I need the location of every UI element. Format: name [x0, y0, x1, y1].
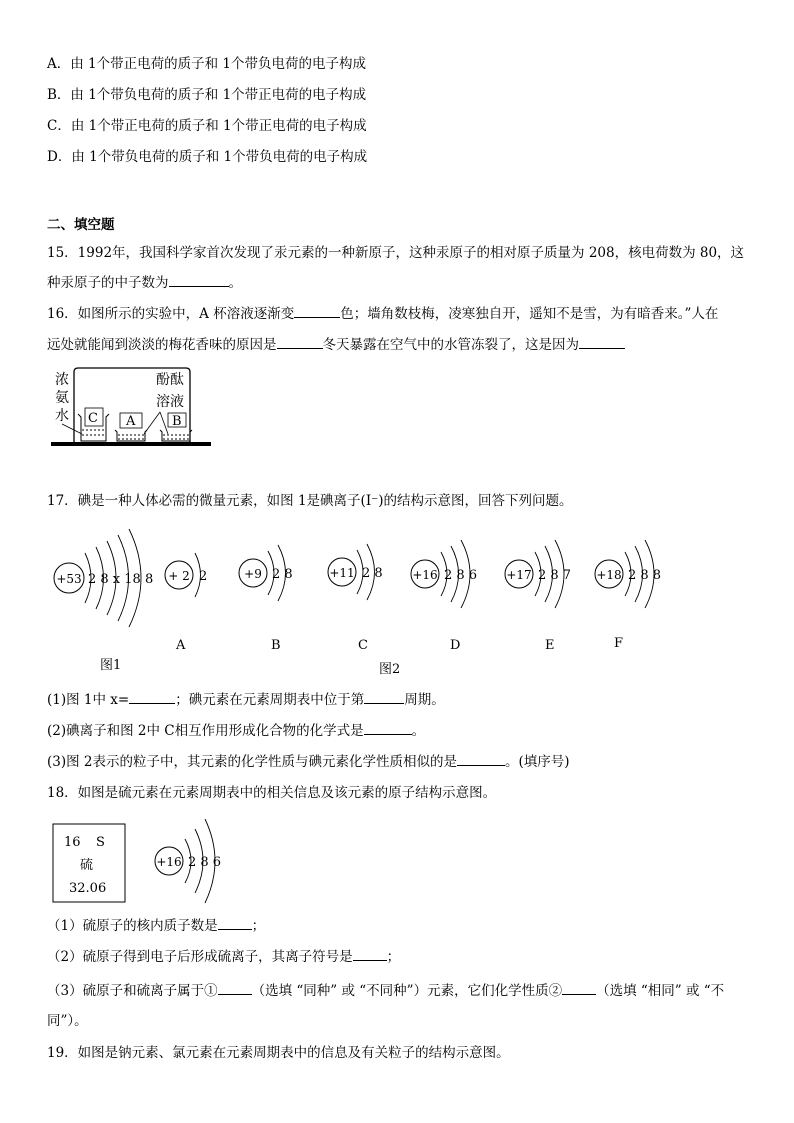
q16-line2 [47, 334, 625, 355]
q15-answer-blank[interactable] [169, 272, 229, 287]
particle-e-shells: 2 8 7 [538, 568, 572, 583]
q18-p1-text1: （1）硫原子的核内质子数是 [47, 918, 218, 934]
q16-text4: 冬天暴露在空气中的水管冻裂了，这是因为 [322, 337, 579, 353]
q17-blank-similar[interactable] [457, 751, 505, 766]
iodine-ion-diagram [54, 529, 153, 627]
q17-p2-text2: 。 [411, 723, 426, 739]
q18-p3-text3: （选填 “相同” 或 “不 [596, 983, 725, 999]
iodine-nucleus: +53 [56, 572, 82, 586]
q16-experiment-figure [48, 368, 218, 448]
cell-symbol: S [96, 835, 105, 850]
particle-a-diagram [165, 553, 207, 653]
q17-blank-period[interactable] [364, 689, 404, 704]
q18-sulfur-figure [50, 812, 230, 907]
sulfur-atom-diagram [155, 819, 221, 903]
particle-a-label: A [176, 638, 186, 653]
q17-structure-figures [0, 525, 794, 685]
q16-line1 [47, 303, 718, 324]
particle-e-nucleus: +17 [506, 568, 532, 582]
pointer-ammonia [62, 424, 82, 434]
particle-b-label: B [271, 638, 281, 653]
q16-blank-reason2[interactable] [579, 334, 625, 349]
q16-blank-reason1[interactable] [277, 334, 323, 349]
q18-p3-text2: （选填 “同种” 或 “不同种”）元素，它们化学性质② [251, 983, 563, 999]
sulfur-nucleus: +16 [156, 855, 182, 869]
label-phenolphthalein-2: 溶液 [156, 394, 184, 410]
beaker-b-label: B [172, 414, 182, 429]
particle-c-nucleus: +11 [329, 566, 355, 580]
q18-p1-text2: ； [251, 918, 266, 934]
q17-part3 [47, 751, 570, 772]
iodine-shells: 2 8 x 18 8 [88, 572, 154, 587]
particle-e-label: E [545, 638, 555, 653]
option-b: B．由 1个带负电荷的质子和 1个带正电荷的电子构成 [47, 87, 367, 103]
particle-b-nucleus: +9 [244, 567, 262, 581]
q16-text1: 16．如图所示的实验中，A 杯溶液逐渐变 [47, 306, 295, 322]
particle-f-shells: 2 8 8 [628, 568, 662, 583]
fig1-caption: 图1 [100, 658, 122, 673]
label-conc-ammonia-2: 氨 [55, 390, 69, 406]
q18-blank-protons[interactable] [218, 915, 252, 930]
q19-intro: 19．如图是钠元素、氯元素在元素周期表中的信息及有关粒子的结构示意图。 [47, 1045, 510, 1061]
cell-atomic-number: 16 [64, 835, 81, 850]
q15-end: 。 [228, 275, 242, 291]
q16-text3: 远处就能闻到淡淡的梅花香味的原因是 [47, 337, 277, 353]
option-a: A．由 1个带正电荷的质子和 1个带负电荷的电子构成 [47, 56, 367, 72]
particle-d-nucleus: +16 [412, 568, 438, 582]
beaker-a-label: A [126, 414, 136, 429]
particle-d-diagram [411, 540, 477, 653]
q18-part3-cont: 同”）。 [47, 1013, 88, 1029]
particle-d-shells: 2 8 6 [444, 568, 478, 583]
q18-blank-ion-symbol[interactable] [353, 946, 387, 961]
particle-b-diagram [239, 545, 293, 653]
section-title: 二、填空题 [47, 217, 115, 233]
q18-part1 [47, 915, 265, 936]
q15-line1: 15．1992年，我国科学家首次发现了汞元素的一种新原子，这种汞原子的相对原子质量为 208，核电荷数为 80，这 [47, 245, 745, 261]
sulfur-shells: 2 8 6 [188, 855, 222, 870]
q15-text: 种汞原子的中子数为 [47, 275, 169, 291]
pointer-phenolphthalein-a [144, 412, 160, 434]
label-phenolphthalein-1: 酚酞 [156, 372, 184, 388]
q17-blank-formula[interactable] [364, 720, 412, 735]
q18-p3-text1: （3）硫原子和硫离子属于① [47, 983, 218, 999]
q17-part1 [47, 689, 445, 710]
q17-p1-text1: (1)图 1中 x= [47, 692, 130, 708]
particle-c-diagram [328, 544, 383, 653]
cell-mass: 32.06 [69, 881, 107, 896]
q17-blank-x[interactable] [129, 689, 175, 704]
q18-blank-property[interactable] [562, 980, 596, 995]
option-d: D．由 1个带负电荷的质子和 1个带负电荷的电子构成 [47, 149, 368, 165]
particle-c-shells: 2 8 [362, 566, 383, 581]
q17-p2-text1: (2)碘离子和图 2中 C相互作用形成化合物的化学式是 [47, 723, 364, 739]
particle-e-diagram [505, 540, 571, 653]
q18-p2-text1: （2）硫原子得到电子后形成硫离子，其离子符号是 [47, 949, 353, 965]
fig2-caption: 图2 [379, 662, 401, 677]
particle-f-label: F [614, 636, 624, 651]
particle-c-label: C [358, 638, 368, 653]
q16-blank-color[interactable] [294, 303, 340, 318]
q17-intro: 17．碘是一种人体必需的微量元素，如图 1是碘离子(I⁻)的结构示意图，回答下列问题。 [47, 493, 573, 509]
q17-p3-text1: (3)图 2表示的粒子中，其元素的化学性质与碘元素化学性质相似的是 [47, 754, 458, 770]
q15-line2 [47, 272, 242, 293]
q18-p2-text2: ； [386, 949, 401, 965]
cell-name: 硫 [80, 858, 94, 873]
q16-text2: 色；墙角数枝梅，凌寒独自开，遥知不是雪，为有暗香来。”人在 [340, 306, 719, 322]
particle-f-diagram [595, 540, 661, 651]
particle-b-shells: 2 8 [272, 567, 293, 582]
base-plate [51, 442, 211, 446]
q17-p1-text3: 周期。 [404, 692, 445, 708]
label-conc-ammonia-1: 浓 [55, 372, 69, 388]
option-c: C．由 1个带正电荷的质子和 1个带正电荷的电子构成 [47, 118, 367, 134]
label-conc-ammonia-3: 水 [55, 408, 69, 424]
q17-p1-text2: ；碘元素在元素周期表中位于第 [175, 692, 365, 708]
particle-a-nucleus: + 2 [168, 569, 190, 583]
q18-part2 [47, 946, 400, 967]
q17-part2 [47, 720, 425, 741]
particle-a-shells: 2 [199, 569, 208, 584]
q18-part3 [47, 980, 724, 1001]
beaker-c-label: C [88, 411, 98, 426]
q17-p3-text2: 。(填序号) [505, 754, 570, 770]
particle-d-label: D [450, 638, 461, 653]
particle-f-nucleus: +18 [596, 568, 622, 582]
q18-blank-element[interactable] [218, 980, 252, 995]
periodic-cell-sulfur [53, 824, 125, 902]
q18-intro: 18．如图是硫元素在元素周期表中的相关信息及该元素的原子结构示意图。 [47, 785, 497, 801]
